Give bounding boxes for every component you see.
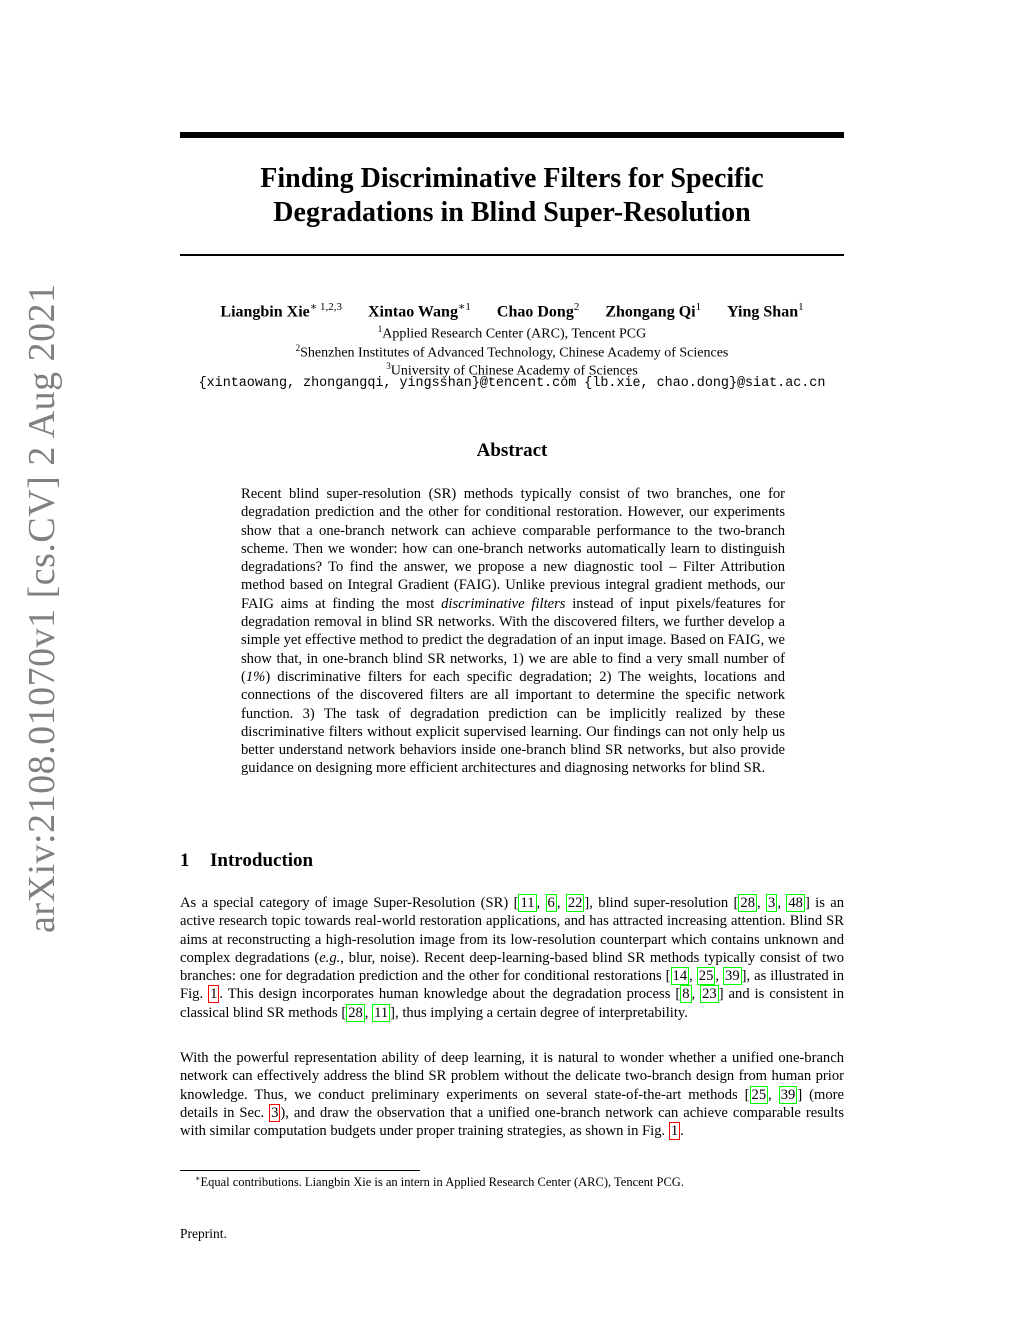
citation-link[interactable]: 48 [788,895,803,911]
author: Zhongang Qi$^1$ [605,301,702,321]
title-line-1: Finding Discriminative Filters for Specific [260,163,764,194]
preprint-label: Preprint. [180,1226,227,1241]
title-bottom-rule [180,254,844,256]
affiliation: $^3$University of Chinese Academy of Sciences [386,361,638,379]
citation-link[interactable]: 8 [682,986,690,1003]
title-line-2: Degradations in Blind Super-Resolution [273,197,751,228]
abstract-heading: Abstract [476,440,548,461]
figure-reference-link[interactable]: 1 [670,1123,679,1140]
paper-title [180,162,844,230]
citation-link[interactable]: 11 [520,895,535,911]
author: Xintao Wang$^{∗1}$ [367,301,471,321]
arxiv-stamp: arXiv:2108.01070v1 [cs.CV] 2 Aug 2021 [21,283,63,933]
section-heading-introduction: 1 Introduction [180,850,314,871]
section-reference-link[interactable]: 3 [271,1104,279,1121]
title-top-rule [180,132,844,138]
author-emails: {xintaowang, zhongangqi, yingsshan}@tencent.com {lb.xie, chao.dong}@siat.ac.cn [198,376,826,391]
citation-link[interactable]: 39 [780,1086,796,1103]
citation-link[interactable]: 28 [348,1004,363,1021]
affiliation: $^2$Shenzhen Institutes of Advanced Technology, Chinese Academy of Sciences [295,343,729,361]
intro-paragraph-1: As a special category of image Super-Resolution (SR) [ 11 , 6 , 22 ], blind super-resolution [ 28 , 3 , 48 ] is an active research topic towards real-world restoration applications, and has attracted increasing attention. Blind SR aims at reconstructing a high-resolution image from its low-resolution counterpart which contains unknown and complex degradations (e.g., blur, noise). Recent deep-learning-based blind SR methods typically consist of two branches: one for degradation prediction and the other for conditional restorations [ 14 , 25 , 39 ], as illustrated in Fig. 1 . This design incorporates human knowledge about the degradation process [ 8 , 23 ] and is consistent in classical blind SR methods [ 28 , 11 ], thus implying a certain degree of interpretability. [180,895,845,1021]
footnote: ∗Equal contributions. Liangbin Xie is an intern in Applied Research Center (ARC), Tencent PCG. [195,1174,684,1190]
author: Liangbin Xie$^{∗ 1,2,3}$ [220,301,342,321]
citation-link[interactable]: 25 [698,968,714,985]
footnote-rule [180,1170,420,1171]
citation-link[interactable]: 6 [547,895,555,911]
citation-link[interactable]: 39 [725,968,740,985]
citation-link[interactable]: 23 [702,986,717,1003]
citation-link[interactable]: 14 [672,968,688,985]
affiliation: $^1$Applied Research Center (ARC), Tencent PCG [377,324,647,342]
citation-link[interactable]: 28 [740,895,756,911]
citation-link[interactable]: 3 [768,895,776,911]
author: Ying Shan$^1$ [727,301,804,321]
citation-link[interactable]: 11 [374,1004,389,1021]
citation-link[interactable]: 25 [751,1086,767,1103]
author-list [180,300,844,321]
abstract-body: Recent blind super-resolution (SR) methods typically consist of two branches, one for degradation prediction and the other for conditional restoration. However, our experiments show that a one-branch network can achieve comparable performance to the two-branch scheme. Then we wonder: how can one-branch networks automatically learn to distinguish degradations? To find the answer, we propose a new diagnostic tool – Filter Attribution method based on Integral Gradient (FAIG). Unlike previous integral gradient methods, our FAIG aims at finding the most discriminative filters instead of input pixels/features for degradation removal in blind SR networks. With the discovered filters, we further develop a simple yet effective method to predict the degradation of an input image. Based on FAIG, we show that, in one-branch blind SR networks, 1) we are able to find a very small number of (1%) discriminative filters for each specific degradation; 2) The weights, locations and connections of the discovered filters are all important to determine the specific network function. 3) The task of degradation prediction can be implicitly realized by these discriminative filters without explicit supervised learning. Our findings can not only help us better understand network behaviors inside one-branch blind SR networks, but also provide guidance on designing more efficient architectures and diagnosing networks for blind SR. [241,486,785,777]
intro-paragraph-2: With the powerful representation ability of deep learning, it is natural to wonder whether a unified one-branch network can effectively address the blind SR problem without the delicate two-branch design from human prior knowledge. Thus, we conduct preliminary experiments on several state-of-the-art methods [ 25 , 39 ] (more details in Sec. 3 ), and draw the observation that a unified one-branch network can achieve comparable results with similar computation budgets under proper training strategies, as shown in Fig. 1 . [180,1050,845,1140]
figure-reference-link[interactable]: 1 [210,986,218,1003]
author: Chao Dong$^2$ [496,301,580,321]
citation-link[interactable]: 22 [567,895,583,911]
